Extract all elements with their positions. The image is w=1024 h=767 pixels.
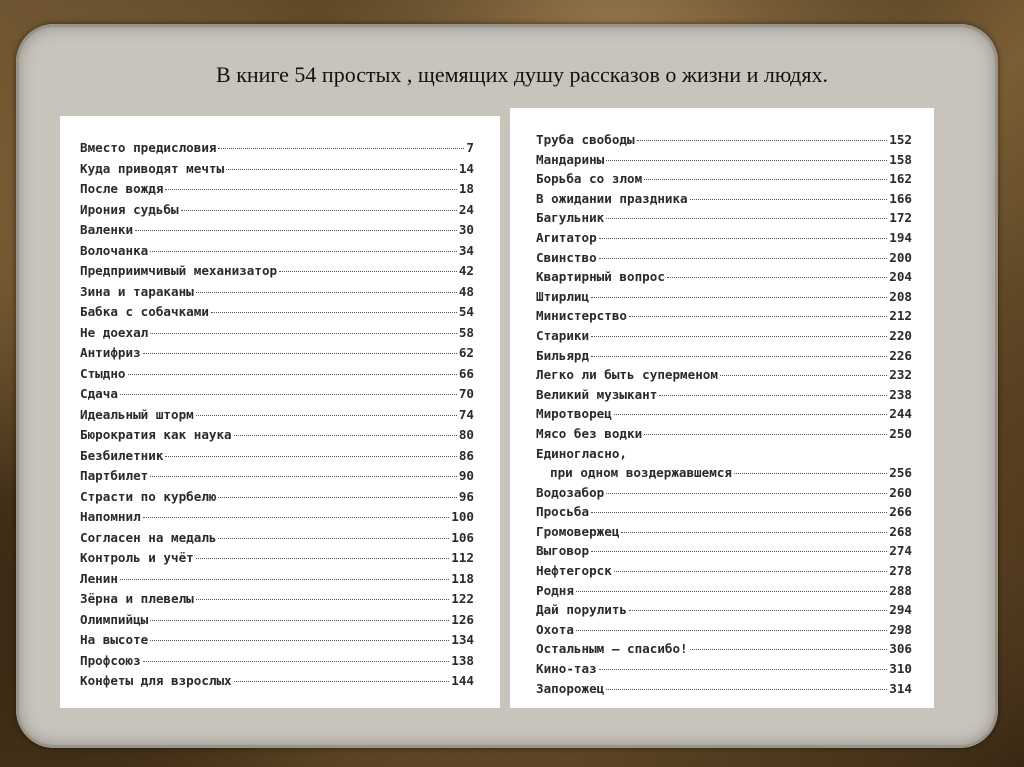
toc-entry-title: Сдача xyxy=(80,386,118,401)
toc-leader-dots xyxy=(606,218,887,219)
toc-entry-title: при одном воздержавшемся xyxy=(550,465,732,481)
toc-leader-dots xyxy=(196,415,457,416)
toc-leader-dots xyxy=(211,312,457,313)
toc-entry xyxy=(80,610,474,631)
toc-entry-page: 112 xyxy=(451,550,474,565)
toc-leader-dots xyxy=(226,169,457,170)
toc-entry-title: Бабка с собачками xyxy=(80,304,209,319)
toc-entry-title: Родня xyxy=(536,582,574,598)
toc-entry-title: Квартирный вопрос xyxy=(536,269,665,285)
toc-leader-dots xyxy=(599,258,888,259)
toc-leader-dots xyxy=(143,517,450,518)
toc-entry-title: Бюрократия как наука xyxy=(80,427,232,442)
toc-entry-page: 166 xyxy=(889,190,912,206)
toc-leader-dots xyxy=(614,571,887,572)
toc-entry-title: Согласен на медаль xyxy=(80,529,217,545)
toc-entry xyxy=(536,639,912,659)
toc-entry-page: 226 xyxy=(889,347,912,363)
toc-entry-page: 298 xyxy=(889,621,912,637)
toc-entry-title: Охота xyxy=(536,621,574,637)
toc-entry-page: 200 xyxy=(889,249,912,265)
toc-entry xyxy=(80,466,474,487)
toc-leader-dots xyxy=(150,476,457,477)
toc-entry xyxy=(536,169,912,189)
toc-entry xyxy=(536,424,912,444)
toc-entry-title: Стыдно xyxy=(80,365,126,381)
toc-entry xyxy=(536,404,912,424)
toc-entry xyxy=(536,326,912,346)
toc-entry xyxy=(80,425,474,446)
toc-entry xyxy=(80,179,474,200)
toc-entry-page: 106 xyxy=(451,529,474,545)
toc-entry-title: Нефтегорск xyxy=(536,563,612,579)
toc-entry-title: Волочанка xyxy=(80,242,149,258)
toc-leader-dots xyxy=(591,336,887,337)
toc-leader-dots xyxy=(606,493,887,494)
toc-leader-dots xyxy=(644,434,887,435)
toc-entry xyxy=(536,659,912,679)
toc-entry-title: Профсоюз xyxy=(80,652,141,668)
toc-leader-dots xyxy=(196,558,450,559)
toc-entry-title: Вместо предисловия xyxy=(80,140,217,155)
toc-entry xyxy=(80,302,474,323)
toc-leader-dots xyxy=(165,189,456,190)
toc-entry xyxy=(80,446,474,467)
toc-page-right xyxy=(510,108,934,708)
toc-entry-title: Остальным — спасибо! xyxy=(536,641,688,657)
toc-entry xyxy=(536,267,912,287)
toc-entry xyxy=(80,548,474,569)
toc-entry-page: 274 xyxy=(889,543,912,559)
toc-leader-dots xyxy=(279,271,457,272)
toc-entry-page: 238 xyxy=(889,386,912,402)
toc-entry xyxy=(536,130,912,150)
toc-entry-title: Мандарины xyxy=(536,151,605,167)
toc-entry-page: 66 xyxy=(458,365,474,381)
toc-entry-page: 288 xyxy=(889,582,912,598)
toc-leader-dots xyxy=(667,277,887,278)
toc-entry xyxy=(536,600,912,620)
toc-leader-dots xyxy=(135,230,457,231)
toc-entry-page: 266 xyxy=(889,504,912,520)
toc-entry-page: 24 xyxy=(458,201,474,217)
toc-entry-page: 34 xyxy=(458,242,474,258)
toc-entry-page: 212 xyxy=(889,308,912,324)
toc-entry-title: Безбилетник xyxy=(80,447,164,463)
toc-entry-title: Громовержец xyxy=(536,523,620,539)
toc-entry-page: 232 xyxy=(889,367,912,383)
toc-entry-page: 96 xyxy=(458,488,474,504)
toc-entry-page: 306 xyxy=(889,641,912,657)
toc-entry-title: Багульник xyxy=(536,210,605,226)
toc-leader-dots xyxy=(629,610,887,611)
toc-entry-page: 14 xyxy=(458,160,474,176)
toc-entry-page: 314 xyxy=(889,680,912,696)
toc-entry-page: 54 xyxy=(458,304,474,319)
toc-entry-title: Просьба xyxy=(536,504,590,520)
toc-entry-page: 62 xyxy=(458,345,474,360)
toc-entry xyxy=(80,651,474,672)
toc-leader-dots xyxy=(120,579,449,580)
toc-leader-dots xyxy=(599,669,888,670)
toc-entry-title: Великий музыкант xyxy=(536,386,658,402)
toc-leader-dots xyxy=(234,435,457,436)
toc-entry xyxy=(536,365,912,385)
toc-leader-dots xyxy=(181,210,457,211)
toc-entry xyxy=(536,463,912,483)
toc-entry-title: Бильярд xyxy=(536,347,590,363)
toc-entry xyxy=(536,620,912,640)
toc-entry-page: 278 xyxy=(889,563,912,579)
toc-entry-title: Зина и тараканы xyxy=(80,283,194,299)
toc-entry-title: Миротворец xyxy=(536,406,612,422)
toc-entry-title: Труба свободы xyxy=(536,132,635,147)
toc-entry-title: Олимпийцы xyxy=(80,611,149,627)
toc-entry xyxy=(536,189,912,209)
toc-entry-page: 256 xyxy=(889,465,912,481)
toc-leader-dots xyxy=(734,473,887,474)
toc-entry-title: Куда приводят мечты xyxy=(80,160,225,176)
toc-entry-title: Единогласно, xyxy=(536,445,627,461)
toc-entry xyxy=(80,282,474,303)
toc-leader-dots xyxy=(218,538,449,539)
toc-entry-title: Страсти по курбелю xyxy=(80,488,217,504)
toc-entry-title: Валенки xyxy=(80,222,134,237)
toc-entry xyxy=(536,208,912,228)
toc-entry xyxy=(80,507,474,528)
toc-entry xyxy=(536,346,912,366)
toc-entry xyxy=(80,220,474,241)
toc-entry-title: Запорожец xyxy=(536,680,605,696)
toc-entry-title: Ирония судьбы xyxy=(80,201,179,217)
toc-entry-page: 244 xyxy=(889,406,912,422)
toc-leader-dots xyxy=(150,640,449,641)
toc-entry xyxy=(536,541,912,561)
toc-entry-title: Водозабор xyxy=(536,484,605,500)
toc-entry-page: 118 xyxy=(451,570,474,586)
slide-title: В книге 54 простых , щемящих душу рассказов о жизни и людях. xyxy=(216,62,828,87)
toc-entry-page: 122 xyxy=(451,591,474,606)
toc-entry-page: 90 xyxy=(458,468,474,483)
toc-leader-dots xyxy=(591,551,887,552)
toc-leader-dots xyxy=(120,394,457,395)
toc-leader-dots xyxy=(690,649,888,650)
toc-entry-page: 30 xyxy=(458,222,474,237)
toc-leader-dots xyxy=(576,630,887,631)
toc-leader-dots xyxy=(143,353,457,354)
toc-entry-title: Партбилет xyxy=(80,468,149,483)
toc-leader-dots xyxy=(720,375,887,376)
toc-leader-dots xyxy=(218,148,464,149)
toc-entry-page: 126 xyxy=(451,611,474,627)
toc-entry xyxy=(80,405,474,426)
toc-entry-title: Напомнил xyxy=(80,509,141,524)
toc-leader-dots xyxy=(644,179,887,180)
toc-entry-page: 208 xyxy=(889,288,912,304)
toc-leader-dots xyxy=(196,599,450,600)
toc-entry xyxy=(80,630,474,651)
toc-entry xyxy=(536,228,912,248)
toc-entry-page: 294 xyxy=(889,602,912,618)
toc-entry-page: 138 xyxy=(451,652,474,668)
toc-leader-dots xyxy=(128,374,457,375)
toc-entry xyxy=(536,248,912,268)
toc-leader-dots xyxy=(234,681,450,682)
toc-entry-page: 162 xyxy=(889,171,912,187)
toc-entry-page: 172 xyxy=(889,210,912,226)
toc-entry-title: Конфеты для взрослых xyxy=(80,673,232,688)
toc-entry-title: Кино-таз xyxy=(536,661,597,677)
toc-leader-dots xyxy=(150,333,457,334)
toc-entry-page: 80 xyxy=(458,427,474,442)
toc-entry-page: 250 xyxy=(889,425,912,441)
toc-entry-page: 48 xyxy=(458,283,474,299)
toc-entry xyxy=(536,581,912,601)
toc-leader-dots xyxy=(614,414,887,415)
toc-entry-page: 58 xyxy=(458,324,474,340)
toc-leader-dots xyxy=(576,591,887,592)
toc-leader-dots xyxy=(591,512,887,513)
toc-leader-dots xyxy=(165,456,456,457)
toc-leader-dots xyxy=(621,532,887,533)
toc-entry-title: Борьба со злом xyxy=(536,171,643,187)
toc-leader-dots xyxy=(690,199,888,200)
toc-entry-page: 86 xyxy=(458,447,474,463)
toc-entry xyxy=(536,287,912,307)
toc-leader-dots xyxy=(196,292,457,293)
toc-leader-dots xyxy=(143,661,450,662)
toc-entry xyxy=(80,589,474,610)
toc-leader-dots xyxy=(659,395,887,396)
toc-entry xyxy=(536,150,912,170)
toc-entry xyxy=(80,487,474,508)
toc-entry xyxy=(80,200,474,221)
toc-entry-page: 194 xyxy=(889,229,912,245)
toc-entry xyxy=(80,261,474,282)
toc-entry-page: 70 xyxy=(458,386,474,401)
toc-entry-title: Предприимчивый механизатор xyxy=(80,263,278,278)
toc-entry-title: Министерство xyxy=(536,308,627,324)
toc-entry-title: Контроль и учёт xyxy=(80,550,194,565)
toc-entry xyxy=(80,323,474,344)
toc-entry-title: На высоте xyxy=(80,632,149,647)
toc-leader-dots xyxy=(591,297,887,298)
toc-entry-page: 204 xyxy=(889,269,912,285)
toc-entry xyxy=(80,241,474,262)
toc-entry-page: 42 xyxy=(458,263,474,278)
toc-entry-title: Идеальный шторм xyxy=(80,406,194,422)
toc-entry-title: Ленин xyxy=(80,570,118,586)
toc-entry-title: Мясо без водки xyxy=(536,425,643,441)
toc-entry-title: Свинство xyxy=(536,249,597,265)
toc-entry xyxy=(80,671,474,692)
toc-entry-title: Антифриз xyxy=(80,345,141,360)
toc-entry xyxy=(536,306,912,326)
toc-entry xyxy=(536,561,912,581)
toc-entry-page: 220 xyxy=(889,327,912,343)
toc-leader-dots xyxy=(629,316,887,317)
toc-entry-title: Дай порулить xyxy=(536,602,627,618)
toc-entry xyxy=(80,138,474,159)
toc-entry xyxy=(80,159,474,180)
toc-entry-title: Зёрна и плевелы xyxy=(80,591,194,606)
toc-leader-dots xyxy=(150,251,457,252)
toc-entry-page: 260 xyxy=(889,484,912,500)
toc-leader-dots xyxy=(218,497,456,498)
toc-entry-title: Старики xyxy=(536,327,590,343)
toc-leader-dots xyxy=(599,238,888,239)
toc-leader-dots xyxy=(606,160,887,161)
toc-entry-page: 152 xyxy=(889,132,912,147)
toc-entry-page: 158 xyxy=(889,151,912,167)
toc-entry xyxy=(536,679,912,699)
toc-entry xyxy=(536,385,912,405)
toc-entry-page: 74 xyxy=(458,406,474,422)
toc-entry-page: 7 xyxy=(466,140,474,155)
toc-entry xyxy=(536,483,912,503)
toc-page-left xyxy=(60,116,500,708)
toc-entry-page: 134 xyxy=(451,632,474,647)
toc-entry xyxy=(80,384,474,405)
toc-entry xyxy=(536,444,912,464)
toc-entry-title: Не доехал xyxy=(80,324,149,340)
toc-entry-page: 310 xyxy=(889,661,912,677)
toc-entry xyxy=(80,528,474,549)
toc-entry xyxy=(80,343,474,364)
toc-entry-title: После вождя xyxy=(80,181,164,196)
toc-entry-title: Легко ли быть суперменом xyxy=(536,367,718,383)
toc-entry-title: Выговор xyxy=(536,543,590,559)
toc-entry-page: 100 xyxy=(451,509,474,524)
toc-leader-dots xyxy=(637,140,888,141)
toc-entry xyxy=(536,522,912,542)
toc-entry-title: В ожидании праздника xyxy=(536,190,688,206)
toc-entry-title: Штирлиц xyxy=(536,288,590,304)
toc-leader-dots xyxy=(150,620,449,621)
toc-entry-page: 144 xyxy=(451,673,474,688)
toc-entry-title: Агитатор xyxy=(536,229,597,245)
toc-leader-dots xyxy=(591,356,887,357)
toc-entry xyxy=(80,364,474,385)
toc-entry-page: 18 xyxy=(458,181,474,196)
toc-entry xyxy=(536,502,912,522)
toc-entry-page: 268 xyxy=(889,523,912,539)
toc-leader-dots xyxy=(606,689,887,690)
toc-entry xyxy=(80,569,474,590)
